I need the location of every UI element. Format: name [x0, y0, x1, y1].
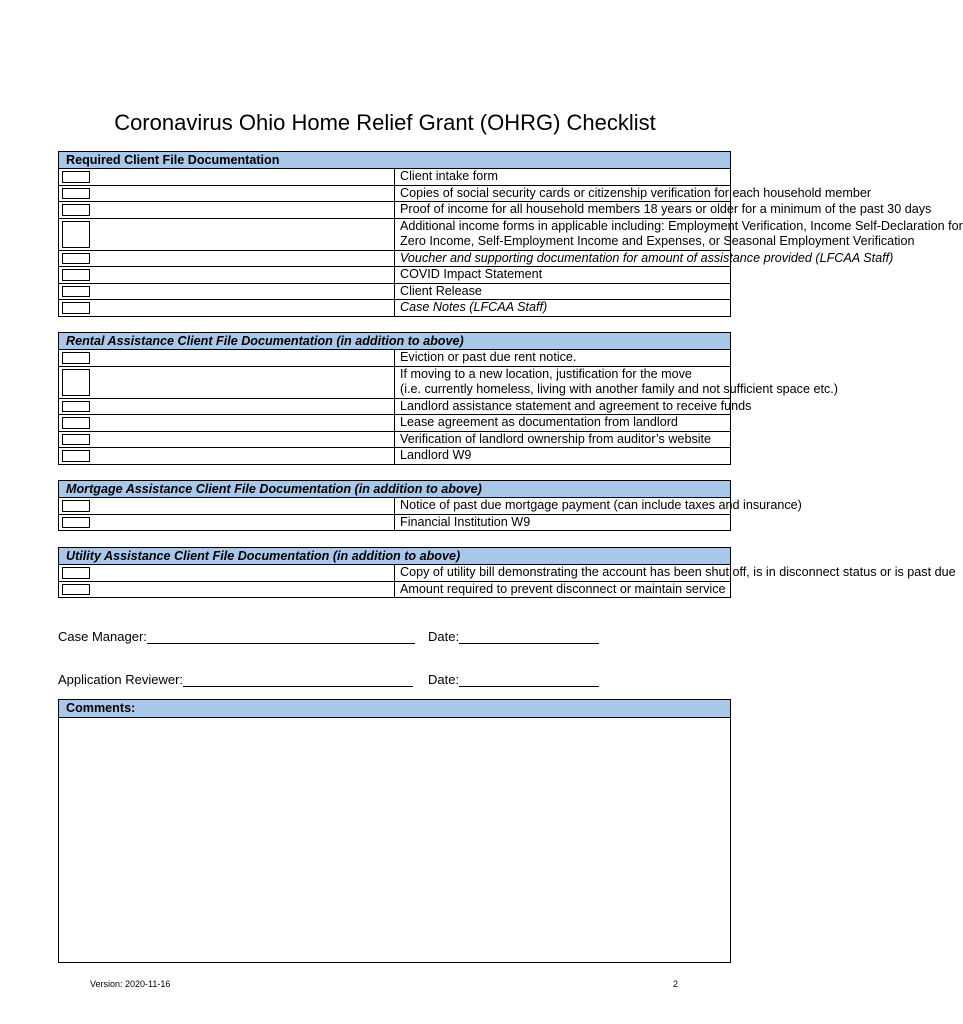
- checkbox[interactable]: [62, 171, 90, 183]
- checklist-item-text: Additional income forms in applicable including: Employment Verification, Income Self-Declaration for: [400, 218, 963, 233]
- checkbox[interactable]: [62, 253, 90, 265]
- checklist-item-text: Notice of past due mortgage payment (can include taxes and insurance): [400, 498, 802, 512]
- reviewer-date-field[interactable]: [459, 672, 599, 687]
- checkbox[interactable]: [62, 204, 90, 216]
- checkbox[interactable]: [62, 500, 90, 512]
- checklist-row: [59, 250, 731, 267]
- checklist-item-cell: [395, 267, 731, 284]
- checkbox[interactable]: [62, 401, 90, 413]
- checklist-row: [59, 415, 731, 432]
- section-header: Utility Assistance Client File Documentation (in addition to above): [59, 548, 731, 565]
- checkbox[interactable]: [62, 517, 90, 529]
- checklist-item-cell: [395, 448, 731, 465]
- case-manager-signature-field[interactable]: [147, 629, 415, 644]
- checklist-section-rental-assistance: [58, 332, 838, 465]
- reviewer-label: Application Reviewer:: [58, 672, 184, 687]
- checklist-item-cell: [395, 218, 963, 250]
- checkbox[interactable]: [62, 584, 90, 596]
- checkbox[interactable]: [62, 352, 90, 364]
- checklist-item-cell: [395, 300, 731, 317]
- case-manager-date-label: Date:: [428, 629, 460, 644]
- checklist-item-cell: [395, 498, 802, 515]
- checkbox[interactable]: [62, 188, 90, 200]
- checkbox[interactable]: [62, 369, 90, 396]
- footer-page-number: 2: [673, 979, 679, 989]
- checklist-row: [59, 218, 731, 250]
- checklist-item-text: Client Release: [400, 283, 482, 298]
- checklist-row: [59, 267, 731, 284]
- checklist-item-text: Amount required to prevent disconnect or maintain service: [400, 581, 726, 596]
- checklist-row: [59, 431, 731, 448]
- checklist-row: [59, 366, 731, 398]
- case-manager-label: Case Manager:: [58, 629, 147, 644]
- section-header: Required Client File Documentation: [59, 152, 731, 169]
- checklist-item-text: (i.e. currently homeless, living with another family and not sufficient space etc.): [400, 382, 838, 396]
- checklist-item-cell: [395, 366, 838, 398]
- reviewer-signature-field[interactable]: [183, 672, 413, 687]
- checklist-row: [59, 202, 731, 219]
- checklist-item-text: Eviction or past due rent notice.: [400, 350, 577, 364]
- checklist-item-cell: [395, 202, 932, 219]
- checkbox[interactable]: [62, 450, 90, 462]
- checklist-item-text: Copies of social security cards or citizenship verification for each household member: [400, 185, 872, 200]
- checklist-item-cell: [395, 283, 731, 300]
- checklist-item-cell: [395, 581, 731, 598]
- checklist-row: [59, 398, 731, 415]
- checklist-row: [59, 350, 731, 367]
- reviewer-signature-row: [58, 672, 413, 687]
- checklist-item-text: Zero Income, Self-Employment Income and Expenses, or Seasonal Employment Verification: [400, 234, 915, 248]
- checklist-item-cell: [395, 431, 731, 448]
- checklist-item-cell: [395, 415, 731, 432]
- section-header: Rental Assistance Client File Documentation (in addition to above): [59, 333, 731, 350]
- checklist-item-text: Case Notes (LFCAA Staff): [400, 300, 548, 314]
- checklist-item-text: Verification of landlord ownership from auditor’s website: [400, 431, 712, 446]
- checkbox[interactable]: [62, 434, 90, 446]
- checklist-item-cell: [395, 398, 752, 415]
- checklist-item-text: If moving to a new location, justification for the move: [400, 366, 692, 381]
- checklist-item-text: Landlord assistance statement and agreement to receive funds: [400, 398, 752, 413]
- checklist-item-cell: [395, 185, 872, 202]
- reviewer-date-label: Date:: [428, 672, 460, 687]
- checklist-row: [59, 581, 731, 598]
- checklist-item-cell: [395, 514, 731, 531]
- checklist-section-required-docs: [58, 151, 963, 317]
- checklist-section-utility-assistance: [58, 547, 956, 598]
- checklist-item-text: Client intake form: [400, 169, 498, 183]
- checkbox[interactable]: [62, 417, 90, 429]
- checklist-item-text: Lease agreement as documentation from landlord: [400, 415, 678, 429]
- checklist-row: [59, 300, 731, 317]
- checkbox[interactable]: [62, 221, 90, 248]
- checklist-item-cell: [395, 350, 731, 367]
- case-manager-signature-row: [58, 629, 415, 644]
- checklist-row: [59, 498, 731, 515]
- footer-version: Version: 2020-11-16: [90, 979, 171, 989]
- comments-header: Comments:: [59, 700, 730, 718]
- checklist-item-text: Landlord W9: [400, 448, 472, 462]
- checklist-item-cell: [395, 169, 731, 186]
- document-title: Coronavirus Ohio Home Relief Grant (OHRG) Checklist: [114, 110, 656, 135]
- section-header: Mortgage Assistance Client File Documentation (in addition to above): [59, 481, 731, 498]
- checklist-item-text: Copy of utility bill demonstrating the account has been shut off, is in disconnect status or is past due: [400, 565, 956, 579]
- checkbox[interactable]: [62, 302, 90, 314]
- checklist-item-cell: [395, 565, 956, 582]
- comments-box[interactable]: [58, 699, 731, 963]
- checklist-section-mortgage-assistance: [58, 480, 802, 531]
- checklist-row: [59, 448, 731, 465]
- reviewer-date-row: [428, 672, 599, 687]
- checkbox[interactable]: [62, 269, 90, 281]
- checklist-row: [59, 185, 731, 202]
- case-manager-date-field[interactable]: [459, 629, 599, 644]
- checklist-item-text: Financial Institution W9: [400, 514, 531, 529]
- checkbox[interactable]: [62, 567, 90, 579]
- checklist-item-cell: [395, 250, 894, 267]
- checklist-row: [59, 514, 731, 531]
- checkbox[interactable]: [62, 286, 90, 298]
- checklist-item-text: Proof of income for all household members 18 years or older for a minimum of the past 30 days: [400, 202, 932, 216]
- case-manager-date-row: [428, 629, 599, 644]
- checklist-row: [59, 169, 731, 186]
- checklist-item-text: Voucher and supporting documentation for amount of assistance provided (LFCAA Staff): [400, 250, 894, 265]
- checklist-row: [59, 565, 731, 582]
- checklist-row: [59, 283, 731, 300]
- checklist-item-text: COVID Impact Statement: [400, 267, 543, 281]
